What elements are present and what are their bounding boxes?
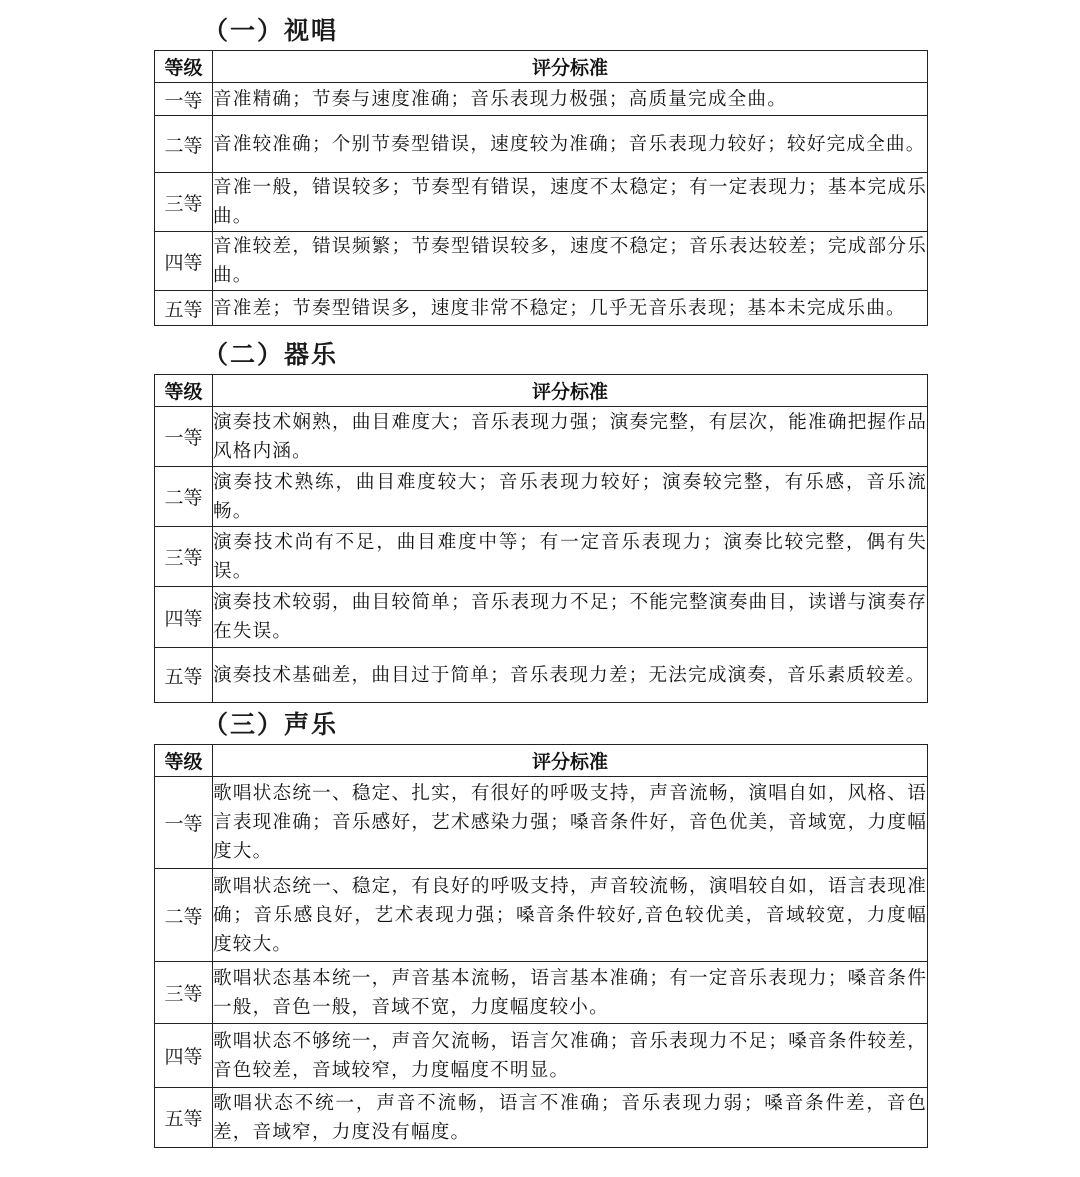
- table-row: [155, 1024, 928, 1088]
- level-cell: 一等: [155, 83, 213, 116]
- table-row: [155, 83, 928, 116]
- section-title-vocal: （三）声乐: [203, 710, 339, 739]
- table-row: [155, 467, 928, 527]
- level-cell: 五等: [155, 291, 213, 326]
- level-cell: 五等: [155, 648, 213, 703]
- section-title-instrumental: （二）器乐: [203, 340, 339, 369]
- table-row: [155, 116, 928, 173]
- table-row: [155, 232, 928, 291]
- level-cell: 一等: [155, 407, 213, 467]
- header-level: 等级: [155, 375, 213, 407]
- level-cell: 一等: [155, 777, 213, 869]
- table-row: [155, 173, 928, 232]
- criteria-cell: 演奏技术娴熟，曲目难度大；音乐表现力强；演奏完整，有层次，能准确把握作品风格内涵。: [213, 407, 928, 467]
- grading-table-vocal: [154, 744, 928, 1148]
- table-row: [155, 777, 928, 869]
- level-cell: 三等: [155, 527, 213, 587]
- grading-table-instrumental: [154, 374, 928, 703]
- header-criteria: 评分标准: [213, 375, 928, 407]
- table-row: [155, 962, 928, 1024]
- criteria-cell: 演奏技术较弱，曲目较简单；音乐表现力不足；不能完整演奏曲目，读谱与演奏存在失误。: [213, 587, 928, 648]
- header-criteria: 评分标准: [213, 51, 928, 83]
- level-cell: 五等: [155, 1088, 213, 1148]
- level-cell: 四等: [155, 232, 213, 291]
- grading-table-sight-singing: [154, 50, 928, 326]
- table-row: [155, 1088, 928, 1148]
- criteria-cell: 音准较准确；个别节奏型错误，速度较为准确；音乐表现力较好；较好完成全曲。: [213, 116, 928, 173]
- header-criteria: 评分标准: [213, 745, 928, 777]
- table-header-row: [155, 375, 928, 407]
- level-cell: 三等: [155, 173, 213, 232]
- criteria-cell: 音准较差，错误频繁；节奏型错误较多，速度不稳定；音乐表达较差；完成部分乐曲。: [213, 232, 928, 291]
- level-cell: 三等: [155, 962, 213, 1024]
- criteria-cell: 演奏技术尚有不足，曲目难度中等；有一定音乐表现力；演奏比较完整，偶有失误。: [213, 527, 928, 587]
- criteria-cell: 歌唱状态统一、稳定，有良好的呼吸支持，声音较流畅，演唱较自如，语言表现准确；音乐感良好，艺术表现力强；嗓音条件较好,音色较优美，音域较宽，力度幅度较大。: [213, 869, 928, 962]
- header-level: 等级: [155, 745, 213, 777]
- table-row: [155, 291, 928, 326]
- level-cell: 二等: [155, 869, 213, 962]
- criteria-cell: 音准一般，错误较多；节奏型有错误，速度不太稳定；有一定表现力；基本完成乐曲。: [213, 173, 928, 232]
- criteria-cell: 歌唱状态统一、稳定、扎实，有很好的呼吸支持，声音流畅，演唱自如，风格、语言表现准确；音乐感好，艺术感染力强；嗓音条件好，音色优美，音域宽，力度幅度大。: [213, 777, 928, 869]
- criteria-cell: 歌唱状态基本统一，声音基本流畅，语言基本准确；有一定音乐表现力；嗓音条件一般，音色一般，音域不宽，力度幅度较小。: [213, 962, 928, 1024]
- table-row: [155, 527, 928, 587]
- criteria-cell: 歌唱状态不够统一，声音欠流畅，语言欠准确；音乐表现力不足；嗓音条件较差，音色较差，音域较窄，力度幅度不明显。: [213, 1024, 928, 1088]
- table-header-row: [155, 51, 928, 83]
- criteria-cell: 音准差；节奏型错误多，速度非常不稳定；几乎无音乐表现；基本未完成乐曲。: [213, 291, 928, 326]
- criteria-cell: 音准精确；节奏与速度准确；音乐表现力极强；高质量完成全曲。: [213, 83, 928, 116]
- table-row: [155, 648, 928, 703]
- table-header-row: [155, 745, 928, 777]
- level-cell: 四等: [155, 587, 213, 648]
- criteria-cell: 歌唱状态不统一，声音不流畅，语言不准确；音乐表现力弱；嗓音条件差，音色差，音域窄，力度没有幅度。: [213, 1088, 928, 1148]
- section-title-sight-singing: （一）视唱: [203, 16, 339, 45]
- level-cell: 二等: [155, 116, 213, 173]
- table-row: [155, 587, 928, 648]
- table-row: [155, 407, 928, 467]
- header-level: 等级: [155, 51, 213, 83]
- criteria-cell: 演奏技术基础差，曲目过于简单；音乐表现力差；无法完成演奏，音乐素质较差。: [213, 648, 928, 703]
- table-row: [155, 869, 928, 962]
- criteria-cell: 演奏技术熟练，曲目难度较大；音乐表现力较好；演奏较完整，有乐感，音乐流畅。: [213, 467, 928, 527]
- level-cell: 二等: [155, 467, 213, 527]
- level-cell: 四等: [155, 1024, 213, 1088]
